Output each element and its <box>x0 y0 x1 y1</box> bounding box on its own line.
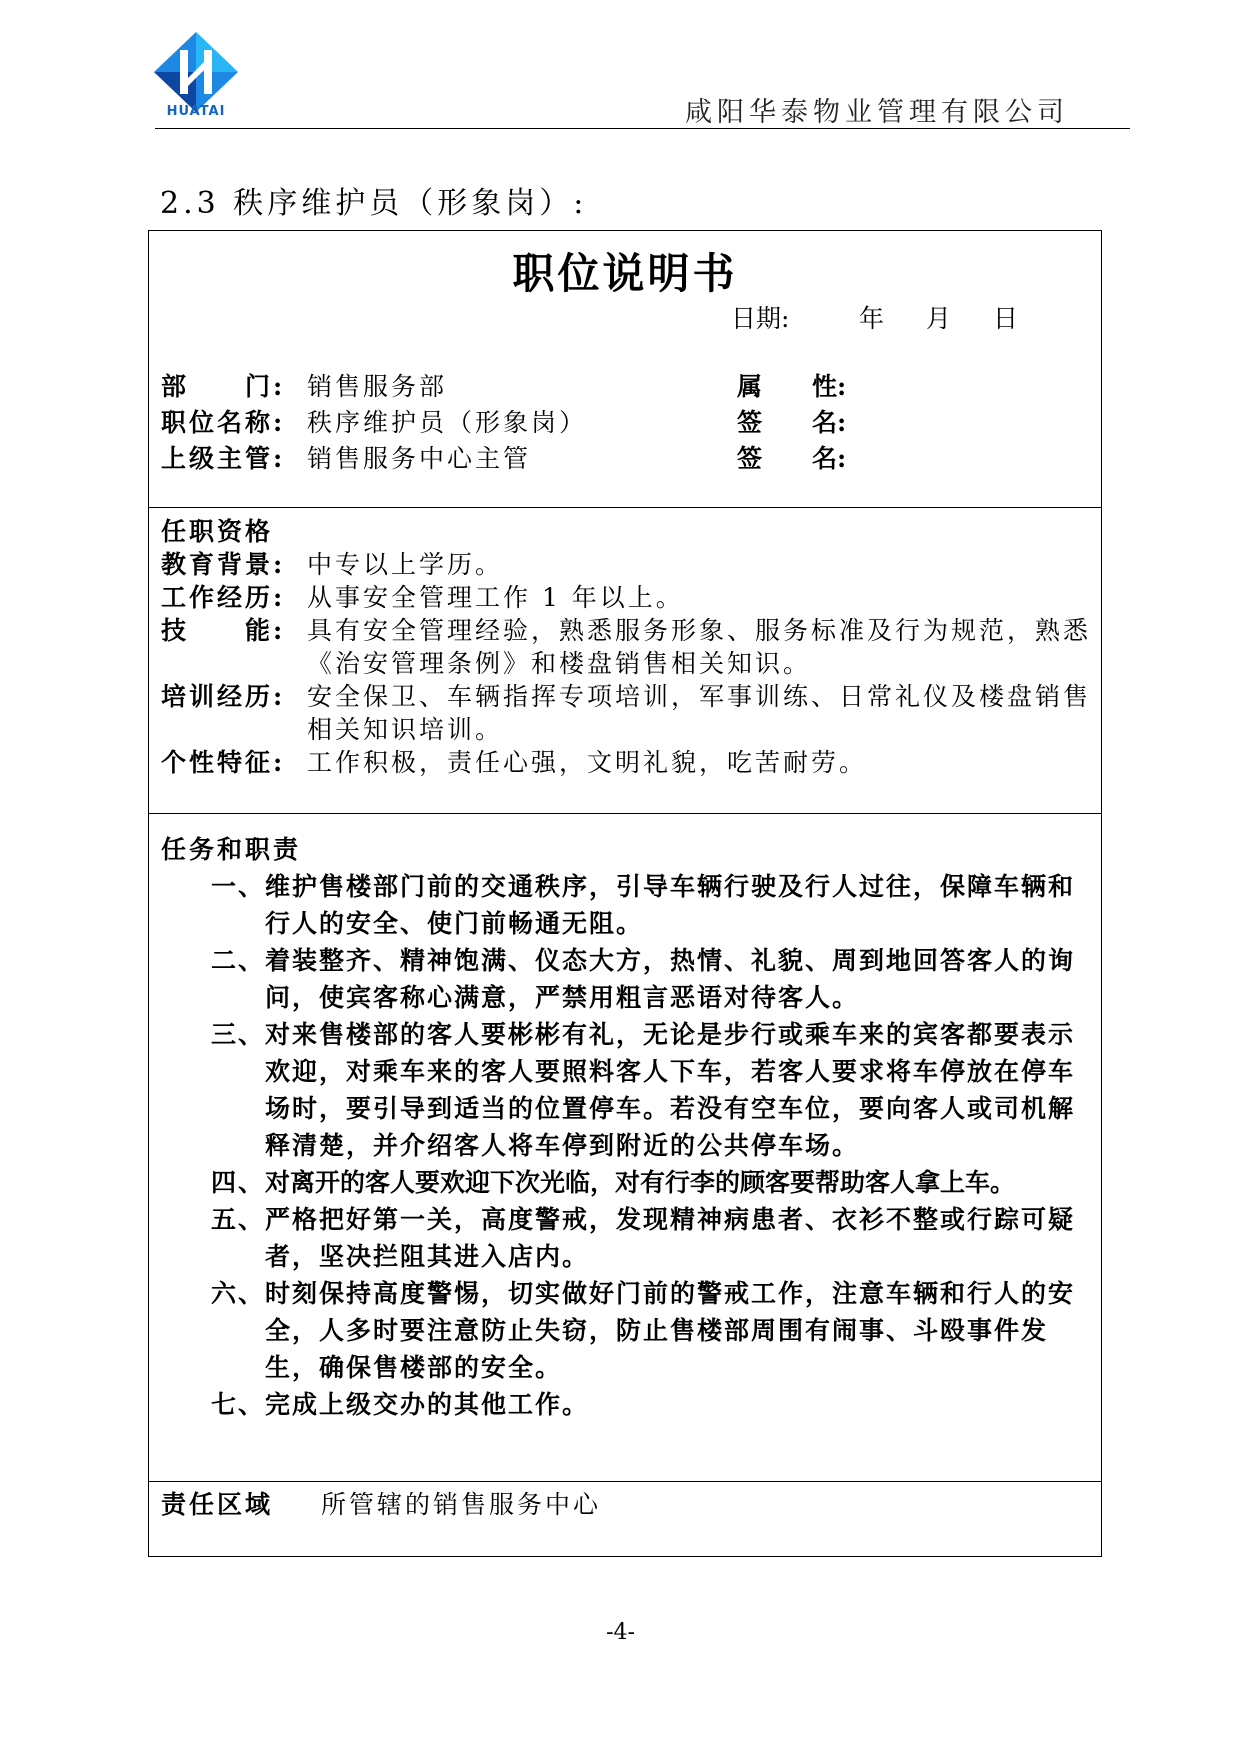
logo-text: HUATAI <box>166 104 226 119</box>
position-label: 职位名称: <box>161 408 286 437</box>
duties-section <box>161 831 1097 1423</box>
divider <box>149 813 1101 814</box>
attr-label: 属 性: <box>737 372 847 401</box>
qual-item <box>161 614 1091 680</box>
duty-text: 着装整齐、精神饱满、仪态大方，热情、礼貌、周到地回答客人的询问，使宾客称心满意，严禁用粗言恶语对待客人。 <box>265 946 1076 1012</box>
area-value: 所管辖的销售服务中心 <box>321 1490 602 1519</box>
info-row-dept <box>161 369 447 405</box>
date-month: 月 <box>926 304 952 333</box>
sign2-label: 签 名: <box>737 444 847 473</box>
duty-text: 严格把好第一关，高度警戒，发现精神病患者、衣衫不整或行踪可疑者，坚决拦阻其进入店内。 <box>265 1205 1076 1271</box>
duty-number: 三、 <box>210 1020 265 1049</box>
supervisor-label: 上级主管: <box>161 444 286 473</box>
duty-number: 一、 <box>210 872 265 901</box>
sign1-label: 签 名: <box>737 408 847 437</box>
qual-item <box>161 746 1091 779</box>
duty-text: 对离开的客人要欢迎下次光临，对有行李的顾客要帮助客人拿上车。 <box>265 1168 1016 1197</box>
company-name: 咸阳华泰物业管理有限公司 <box>685 97 1069 128</box>
duty-item <box>161 1386 1097 1423</box>
qual-value: 安全保卫、车辆指挥专项培训，军事训练、日常礼仪及楼盘销售相关知识培训。 <box>307 682 1092 744</box>
duty-text: 维护售楼部门前的交通秩序，引导车辆行驶及行人过往，保障车辆和行人的安全、使门前畅通无阻。 <box>265 872 1076 938</box>
qual-value: 具有安全管理经验，熟悉服务形象、服务标准及行为规范，熟悉《治安管理条例》和楼盘销售相关知识。 <box>307 616 1092 678</box>
qual-item <box>161 680 1091 746</box>
duty-item <box>161 1275 1097 1386</box>
dept-value: 销售服务部 <box>307 372 448 401</box>
qual-label: 工作经历: <box>161 583 286 612</box>
info-row-position <box>161 405 587 441</box>
section-title: 2.3 秩序维护员（形象岗）: <box>160 186 588 221</box>
qual-value: 工作积极，责任心强，文明礼貌，吃苦耐劳。 <box>307 748 868 777</box>
divider <box>149 1481 1101 1482</box>
duty-text: 时刻保持高度警惕，切实做好门前的警戒工作，注意车辆和行人的安全，人多时要注意防止失窃，防止售楼部周围有闹事、斗殴事件发生，确保售楼部的安全。 <box>265 1279 1076 1382</box>
duty-item <box>161 1016 1097 1164</box>
qual-label: 教育背景: <box>161 550 286 579</box>
duty-text: 完成上级交办的其他工作。 <box>265 1390 590 1419</box>
duty-number: 七、 <box>210 1390 265 1419</box>
header-rule <box>155 128 1130 129</box>
duties-heading: 任务和职责 <box>161 835 302 864</box>
duty-number: 四、 <box>210 1168 265 1197</box>
position-value: 秩序维护员（形象岗） <box>307 408 588 437</box>
qual-label: 培训经历: <box>161 682 286 711</box>
duty-number: 二、 <box>210 946 265 975</box>
qual-label: 个性特征: <box>161 748 286 777</box>
qualifications-section <box>161 515 1091 779</box>
job-description-box <box>148 230 1102 1557</box>
duty-text: 对来售楼部的客人要彬彬有礼，无论是步行或乘车来的宾客都要表示欢迎，对乘车来的客人要照料客人下车，若客人要求将车停放在停车场时，要引导到适当的位置停车。若没有空车位，要向客人或司机解释清楚，并介绍客人将车停到附近的公共停车场。 <box>265 1020 1076 1160</box>
doc-title: 职位说明书 <box>512 249 738 298</box>
qual-value: 从事安全管理工作 1 年以上。 <box>307 583 684 612</box>
qualifications-heading: 任职资格 <box>161 517 274 546</box>
info-row-supervisor <box>161 441 531 477</box>
duty-item <box>161 1164 1097 1201</box>
area-row <box>161 1487 601 1523</box>
page-number: -4- <box>606 1620 635 1645</box>
qual-label: 技 能: <box>161 616 286 645</box>
dept-label: 部 门: <box>161 372 286 401</box>
duty-number: 五、 <box>210 1205 265 1234</box>
qual-item <box>161 581 1091 614</box>
duty-item <box>161 1201 1097 1275</box>
date-year: 年 <box>859 304 885 333</box>
duty-item <box>161 868 1097 942</box>
qual-value: 中专以上学历。 <box>307 550 504 579</box>
qual-item <box>161 548 1091 581</box>
duty-item <box>161 942 1097 1016</box>
supervisor-value: 销售服务中心主管 <box>307 444 532 473</box>
duty-number: 六、 <box>210 1279 265 1308</box>
date-day: 日 <box>993 304 1019 333</box>
divider <box>149 507 1101 508</box>
date-label: 日期: <box>731 304 790 333</box>
area-label: 责任区域 <box>161 1490 274 1519</box>
